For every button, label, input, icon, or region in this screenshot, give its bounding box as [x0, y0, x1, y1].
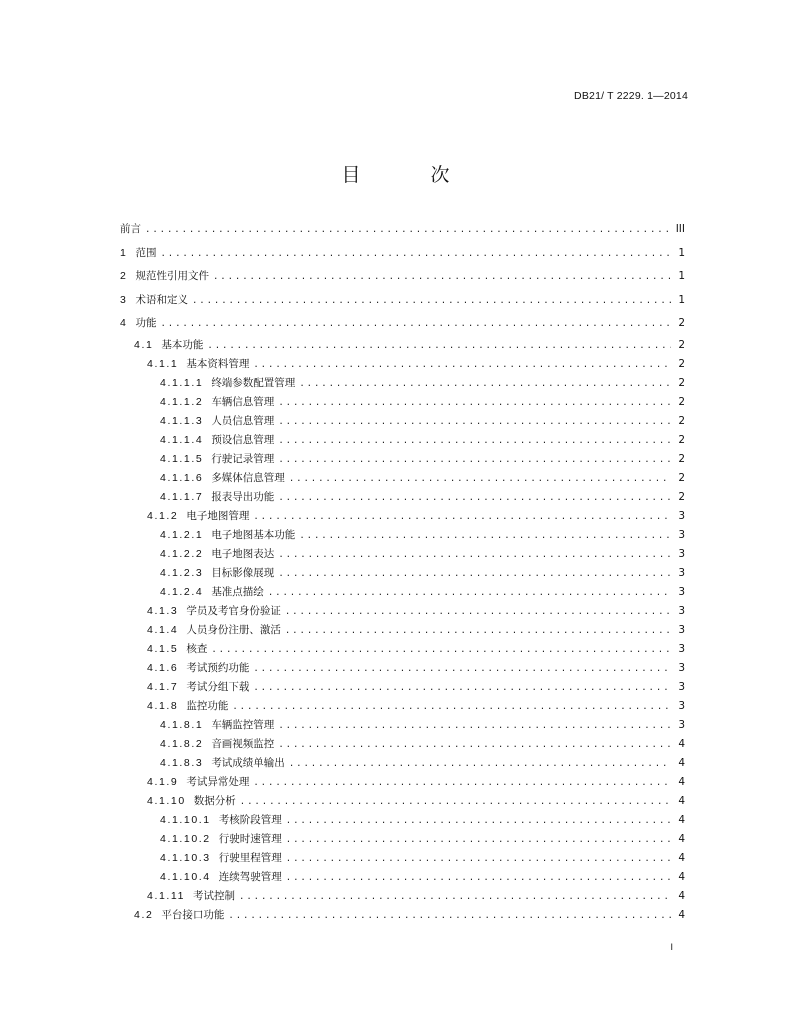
- toc-entry-title: 终端参数配置管理: [211, 376, 296, 389]
- toc-entry[interactable]: [120, 242, 685, 266]
- toc-leader-dots: [207, 337, 671, 356]
- toc-entry-page: 1: [678, 293, 685, 306]
- toc-entry-title: 连续驾驶管理: [218, 870, 282, 883]
- toc-entry[interactable]: [120, 716, 685, 735]
- toc-entry-page: 4: [678, 737, 685, 750]
- toc-entry-number: 4.1.1.4: [160, 433, 204, 446]
- toc-entry-page: 4: [678, 832, 685, 845]
- toc-entry-number: 1: [120, 246, 128, 259]
- toc-entry-title: 目标影像展现: [211, 566, 275, 579]
- toc-entry-number: 4.1.1.1: [160, 376, 204, 389]
- toc-entry[interactable]: [120, 792, 685, 811]
- toc-entry-title: 术语和定义: [135, 293, 188, 306]
- toc-leader-dots: [278, 413, 671, 432]
- toc-entry[interactable]: [120, 218, 685, 242]
- toc-leader-dots: [253, 356, 671, 375]
- toc-entry-number: 4.1.3: [147, 604, 179, 617]
- toc-entry-number: 4.1.1.2: [160, 395, 204, 408]
- toc-entry-number: 4.1.5: [147, 642, 179, 655]
- toc-entry-page: 4: [678, 851, 685, 864]
- toc-entry-number: 4.1.8.1: [160, 718, 204, 731]
- toc-entry-title: 考试控制: [193, 889, 236, 902]
- toc-entry-page: 3: [678, 699, 685, 712]
- toc-entry-number: 4.1.10.3: [160, 851, 211, 864]
- toc-leader-dots: [253, 508, 671, 527]
- toc-entry-title: 核查: [186, 642, 208, 655]
- toc-entry-page: 4: [678, 756, 685, 769]
- toc-entry[interactable]: [120, 583, 685, 602]
- toc-entry[interactable]: [120, 735, 685, 754]
- toc-entry-title: 考试分组下载: [186, 680, 250, 693]
- toc-entry-title: 车辆信息管理: [211, 395, 275, 408]
- toc-entry-title: 音画视频监控: [211, 737, 275, 750]
- toc-leader-dots: [253, 660, 671, 679]
- toc-leader-dots: [286, 850, 671, 869]
- toc-entry-number: 4.1.11: [147, 889, 186, 902]
- toc-entry-page: 2: [678, 433, 685, 446]
- toc-entry-page: 4: [678, 908, 685, 921]
- toc-leader-dots: [278, 451, 671, 470]
- toc-entry-number: 4.1.9: [147, 775, 179, 788]
- toc-leader-dots: [299, 375, 671, 394]
- toc-entry[interactable]: [120, 526, 685, 545]
- toc-leader-dots: [286, 831, 671, 850]
- toc-entry[interactable]: [120, 697, 685, 716]
- toc-entry-title: 平台接口功能: [161, 908, 225, 921]
- toc-entry[interactable]: [120, 265, 685, 289]
- toc-entry[interactable]: [120, 374, 685, 393]
- toc-leader-dots: [160, 313, 671, 337]
- toc-entry-number: 2: [120, 270, 128, 282]
- toc-entry[interactable]: [120, 830, 685, 849]
- document-code: DB21/ T 2229. 1—2014: [574, 90, 688, 102]
- toc-entry[interactable]: [120, 393, 685, 412]
- toc-entry-title: 范围: [135, 246, 157, 259]
- toc-leader-dots: [289, 470, 671, 489]
- toc-entry-title: 行驶里程管理: [218, 851, 282, 864]
- toc-entry-page: 1: [678, 270, 685, 282]
- toc-entry-page: 3: [678, 661, 685, 674]
- toc-entry-page: 2: [678, 338, 685, 351]
- page-title: 目 次: [341, 164, 482, 186]
- toc-entry[interactable]: [120, 450, 685, 469]
- toc-leader-dots: [145, 219, 671, 243]
- toc-leader-dots: [278, 394, 671, 413]
- toc-entry[interactable]: [120, 336, 685, 355]
- toc-leader-dots: [278, 565, 671, 584]
- toc-entry-title: 电子地图基本功能: [211, 528, 296, 541]
- toc-entry[interactable]: [120, 469, 685, 488]
- toc-entry[interactable]: [120, 659, 685, 678]
- toc-entry-number: 4.1.8.3: [160, 756, 204, 769]
- toc-entry[interactable]: [120, 312, 685, 336]
- toc-entry[interactable]: [120, 754, 685, 773]
- toc-entry-page: 3: [678, 642, 685, 655]
- toc-leader-dots: [213, 266, 671, 290]
- toc-entry-number: 4.1.2: [147, 509, 179, 522]
- toc-entry-title: 行驶记录管理: [211, 452, 275, 465]
- toc-entry-title: 人员身份注册、激活: [186, 623, 281, 636]
- toc-entry-page: 2: [678, 414, 685, 427]
- toc-entry-number: 4.1.6: [147, 661, 179, 674]
- toc-entry-number: 4.1.1: [147, 357, 179, 370]
- toc-entry-page: 3: [678, 604, 685, 617]
- toc-entry[interactable]: [120, 602, 685, 621]
- toc-entry-title: 功能: [135, 317, 157, 329]
- toc-entry-title: 电子地图表达: [211, 547, 275, 560]
- toc-leader-dots: [232, 698, 671, 717]
- toc-entry[interactable]: [120, 507, 685, 526]
- toc-entry-title: 监控功能: [186, 699, 229, 712]
- toc-entry-page: 4: [678, 794, 685, 807]
- toc-entry-page: III: [675, 223, 685, 235]
- toc-entry[interactable]: [120, 773, 685, 792]
- toc-entry-page: 3: [678, 718, 685, 731]
- toc-entry-title: 前言: [120, 223, 141, 235]
- toc-leader-dots: [240, 793, 671, 812]
- toc-leader-dots: [289, 755, 671, 774]
- toc-entry[interactable]: [120, 488, 685, 507]
- toc-entry-title: 考试预约功能: [186, 661, 250, 674]
- toc-entry-number: 4.1: [134, 338, 154, 351]
- toc-entry-page: 3: [678, 680, 685, 693]
- toc-entry-number: 4.1.10: [147, 794, 186, 807]
- toc-leader-dots: [285, 622, 671, 641]
- toc-leader-dots: [253, 774, 671, 793]
- table-of-contents: [120, 218, 685, 925]
- toc-entry[interactable]: [120, 849, 685, 868]
- toc-entry-title: 规范性引用文件: [135, 270, 209, 282]
- toc-entry-page: 2: [678, 452, 685, 465]
- toc-entry-page: 2: [678, 490, 685, 503]
- toc-leader-dots: [299, 527, 671, 546]
- toc-entry-number: 3: [120, 293, 128, 306]
- toc-entry-title: 数据分析: [193, 794, 236, 807]
- toc-entry-number: 4.1.10.4: [160, 870, 211, 883]
- toc-entry[interactable]: [120, 640, 685, 659]
- toc-entry-number: 4.1.10.2: [160, 832, 211, 845]
- toc-entry-number: 4.1.1.7: [160, 490, 204, 503]
- toc-entry-page: 3: [678, 585, 685, 598]
- toc-entry-number: 4.1.1.3: [160, 414, 204, 427]
- toc-entry-number: 4.1.2.2: [160, 547, 204, 560]
- page-number: I: [670, 942, 673, 952]
- toc-entry[interactable]: [120, 545, 685, 564]
- toc-entry-number: 4.1.1.5: [160, 452, 204, 465]
- toc-entry-number: 4.1.10.1: [160, 813, 211, 826]
- toc-entry-title: 报表导出功能: [211, 490, 275, 503]
- toc-entry-title: 电子地图管理: [186, 509, 250, 522]
- toc-entry[interactable]: [120, 431, 685, 450]
- toc-entry-page: 3: [678, 528, 685, 541]
- toc-entry-page: 4: [678, 870, 685, 883]
- toc-entry-number: 4.1.2.3: [160, 566, 204, 579]
- toc-leader-dots: [192, 290, 671, 314]
- toc-entry-number: 4.1.7: [147, 680, 179, 693]
- toc-leader-dots: [286, 812, 671, 831]
- toc-entry-page: 3: [678, 623, 685, 636]
- toc-entry-page: 2: [678, 317, 685, 329]
- toc-entry[interactable]: [120, 906, 685, 925]
- toc-entry-page: 1: [678, 246, 685, 259]
- toc-entry-page: 3: [678, 509, 685, 522]
- toc-leader-dots: [278, 489, 671, 508]
- toc-entry-title: 基本资料管理: [186, 357, 250, 370]
- toc-entry-title: 考试成绩单输出: [211, 756, 285, 769]
- toc-entry-page: 2: [678, 471, 685, 484]
- toc-entry-title: 车辆监控管理: [211, 718, 275, 731]
- toc-entry-page: 4: [678, 813, 685, 826]
- toc-leader-dots: [228, 907, 671, 926]
- toc-entry-title: 学员及考官身份验证: [186, 604, 281, 617]
- toc-entry-number: 4: [120, 317, 128, 329]
- toc-entry[interactable]: [120, 564, 685, 583]
- toc-entry-page: 3: [678, 566, 685, 579]
- toc-leader-dots: [286, 869, 671, 888]
- toc-entry-title: 考试异常处理: [186, 775, 250, 788]
- toc-entry[interactable]: [120, 811, 685, 830]
- toc-entry-page: 2: [678, 357, 685, 370]
- toc-leader-dots: [253, 679, 671, 698]
- toc-entry-page: 2: [678, 395, 685, 408]
- toc-entry-page: 2: [678, 376, 685, 389]
- toc-leader-dots: [285, 603, 671, 622]
- toc-entry-number: 4.1.8.2: [160, 737, 204, 750]
- toc-entry[interactable]: [120, 355, 685, 374]
- toc-entry-title: 考核阶段管理: [218, 813, 282, 826]
- toc-leader-dots: [239, 888, 671, 907]
- toc-entry-page: 4: [678, 889, 685, 902]
- toc-entry[interactable]: [120, 289, 685, 313]
- toc-entry[interactable]: [120, 868, 685, 887]
- toc-leader-dots: [211, 641, 671, 660]
- toc-entry-number: 4.1.2.4: [160, 585, 204, 598]
- toc-leader-dots: [278, 546, 671, 565]
- toc-entry-title: 多媒体信息管理: [211, 471, 285, 484]
- toc-entry[interactable]: [120, 412, 685, 431]
- toc-leader-dots: [278, 717, 671, 736]
- toc-entry-title: 基本功能: [161, 338, 204, 351]
- toc-leader-dots: [268, 584, 671, 603]
- toc-leader-dots: [160, 243, 671, 267]
- toc-entry-number: 4.1.1.6: [160, 471, 204, 484]
- toc-entry[interactable]: [120, 678, 685, 697]
- toc-entry-title: 行驶时速管理: [218, 832, 282, 845]
- toc-entry-number: 4.2: [134, 908, 154, 921]
- toc-entry-number: 4.1.8: [147, 699, 179, 712]
- toc-entry[interactable]: [120, 887, 685, 906]
- toc-leader-dots: [278, 432, 671, 451]
- toc-entry-title: 预设信息管理: [211, 433, 275, 446]
- toc-entry-number: 4.1.2.1: [160, 528, 204, 541]
- toc-entry-number: 4.1.4: [147, 623, 179, 636]
- toc-entry-title: 人员信息管理: [211, 414, 275, 427]
- toc-entry[interactable]: [120, 621, 685, 640]
- toc-entry-page: 4: [678, 775, 685, 788]
- toc-leader-dots: [278, 736, 671, 755]
- toc-entry-page: 3: [678, 547, 685, 560]
- toc-entry-title: 基准点描绘: [211, 585, 264, 598]
